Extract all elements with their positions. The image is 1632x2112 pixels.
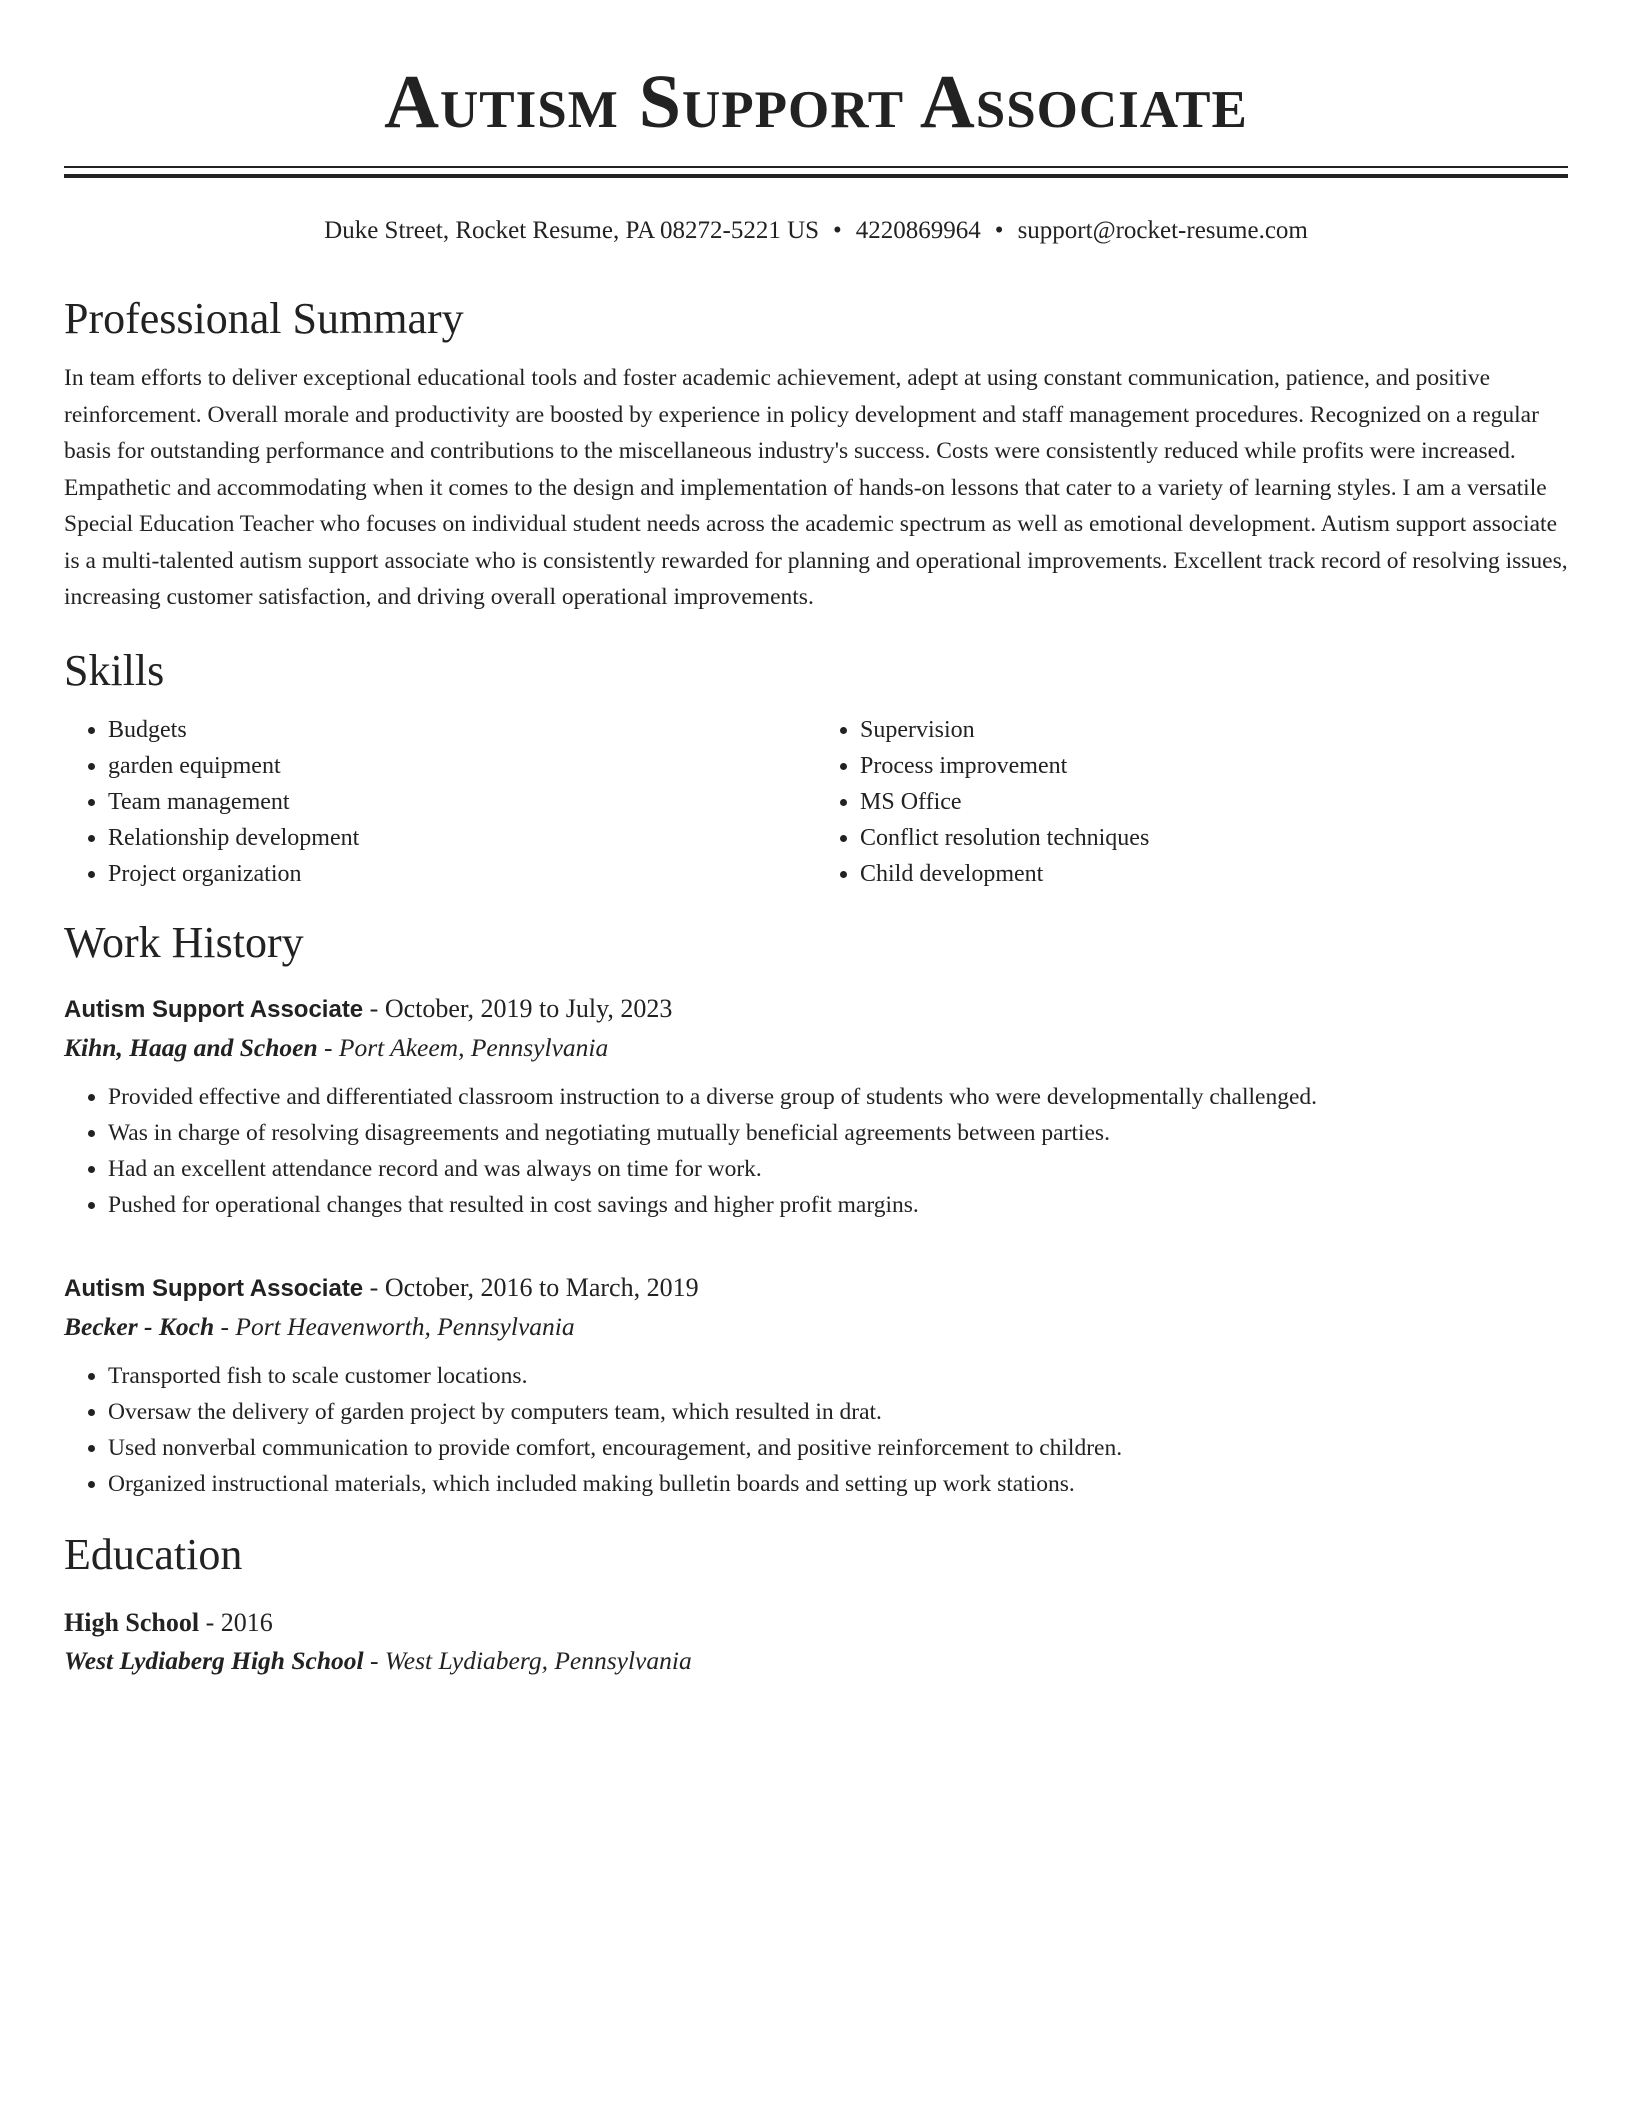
contact-phone: 4220869964	[855, 217, 981, 244]
skill-item: • Project organization	[108, 856, 816, 892]
job-entry	[64, 1269, 1568, 1502]
job-company-line	[64, 1029, 1568, 1067]
job-location: - Port Heavenworth, Pennsylvania	[214, 1311, 575, 1341]
skill-item: • MS Office	[860, 784, 1568, 820]
job-bullets	[64, 1079, 1568, 1223]
skills-heading: Skills	[64, 645, 165, 695]
job-bullets	[64, 1358, 1568, 1502]
summary-heading: Professional Summary	[64, 294, 464, 343]
skill-item: • Relationship development	[108, 820, 816, 856]
title-rule-thin	[64, 166, 1568, 168]
job-location: - Port Akeem, Pennsylvania	[317, 1032, 609, 1062]
job-bullet: • Transported fish to scale customer locations.	[108, 1358, 1568, 1394]
job-bullet: • Provided effective and differentiated classroom instruction to a diverse group of students who were developmentally challenged.	[108, 1079, 1568, 1115]
skill-item: • Child development	[860, 856, 1568, 892]
job-bullet: • Had an excellent attendance record and was always on time for work.	[108, 1151, 1568, 1187]
summary-text: In team efforts to deliver exceptional educational tools and foster academic achievement, adept at using constant communication, patience, and positive reinforcement. Overall morale and productivity are boosted by experience in policy development and staff management procedures. Recognized on a regular basis for outstanding performance and contributions to the miscellaneous industry's success. Costs were consistently reduced while profits were increased. Empathetic and accommodating when it comes to the design and implementation of hands-on lessons that cater to a variety of learning styles. I am a versatile Special Education Teacher who focuses on individual student needs across the academic spectrum as well as emotional development. Autism support associate is a multi-talented autism support associate who is consistently rewarded for planning and operational improvements. Excellent track record of resolving issues, increasing customer satisfaction, and driving overall operational improvements.	[64, 365, 1568, 610]
job-dates: - October, 2019 to July, 2023	[363, 993, 673, 1023]
title-rule-thick	[64, 174, 1568, 178]
education-year: - 2016	[199, 1607, 273, 1637]
job-header	[64, 1269, 1568, 1308]
education-degree: High School	[64, 1607, 200, 1637]
skills-list-right	[816, 712, 1568, 892]
job-bullet: • Pushed for operational changes that resulted in cost savings and higher profit margins.	[108, 1187, 1568, 1223]
skill-item: • Process improvement	[860, 748, 1568, 784]
contact-email[interactable]: support@rocket-resume.com	[1017, 217, 1308, 244]
contact-separator: •	[833, 217, 842, 244]
education-school: West Lydiaberg High School	[64, 1645, 364, 1675]
education-entry	[64, 1604, 1568, 1680]
resume-title: Autism Support Associate	[384, 60, 1248, 144]
education-location: - West Lydiaberg, Pennsylvania	[363, 1645, 692, 1675]
skill-item: • Conflict resolution techniques	[860, 820, 1568, 856]
job-dates: - October, 2016 to March, 2019	[363, 1272, 699, 1302]
education-school-line	[64, 1642, 1568, 1680]
education-header	[64, 1604, 1568, 1642]
job-company: Kihn, Haag and Schoen	[64, 1032, 318, 1062]
job-company: Becker - Koch	[64, 1311, 215, 1341]
job-bullet: • Organized instructional materials, which included making bulletin boards and setting up work stations.	[108, 1466, 1568, 1502]
work-history-heading: Work History	[64, 917, 304, 967]
skill-item: • Team management	[108, 784, 816, 820]
contact-address: Duke Street, Rocket Resume, PA 08272-5221 US	[324, 217, 820, 244]
contact-separator: •	[994, 217, 1004, 244]
job-header	[64, 990, 1568, 1029]
job-company-line	[64, 1308, 1568, 1346]
job-title: Autism Support Associate	[64, 995, 364, 1023]
contact-line	[64, 214, 1568, 248]
skill-item: • garden equipment	[108, 748, 816, 784]
education-heading: Education	[64, 1529, 243, 1579]
skill-item: • Supervision	[860, 712, 1568, 748]
job-title: Autism Support Associate	[64, 1274, 364, 1302]
job-bullet: • Was in charge of resolving disagreements and negotiating mutually beneficial agreements between parties.	[108, 1115, 1568, 1151]
job-entry	[64, 990, 1568, 1223]
skills-columns	[64, 712, 1568, 892]
job-bullet: • Oversaw the delivery of garden project by computers team, which resulted in drat.	[108, 1394, 1568, 1430]
skills-list-left	[64, 712, 816, 892]
job-bullet: • Used nonverbal communication to provide comfort, encouragement, and positive reinforcement to children.	[108, 1430, 1568, 1466]
skill-item: • Budgets	[108, 712, 816, 748]
